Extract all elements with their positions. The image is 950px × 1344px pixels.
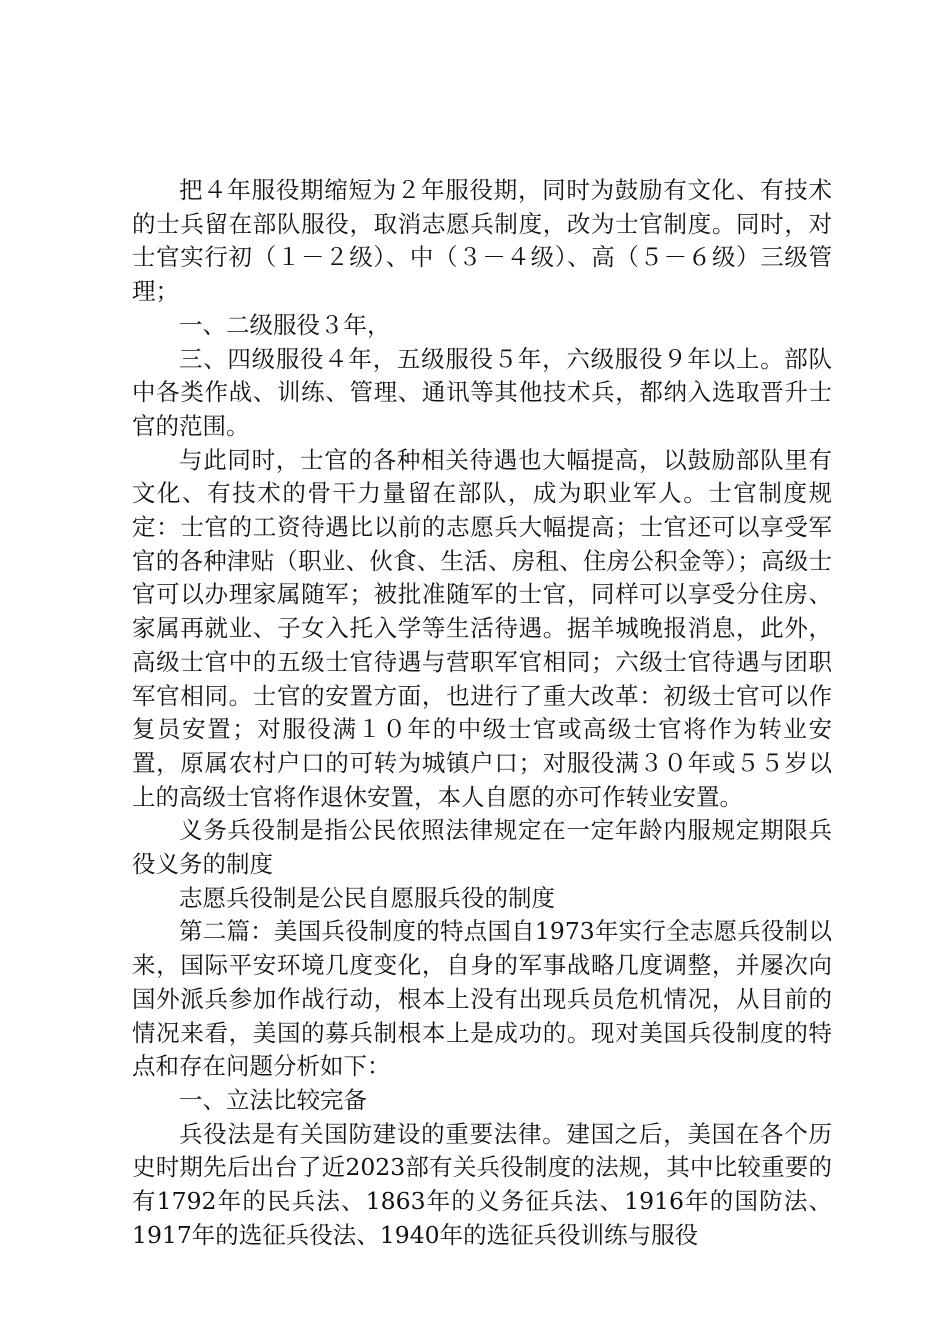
paragraph-service-term-reform: 把４年服役期缩短为２年服役期，同时为鼓励有文化、有技术的士兵留在部队服役，取消志愿兵制度，改为士官制度。同时，对士官实行初（１－２级）、中（３－４级）、高（５－６级）三级管理； [132,176,832,306]
document-body [132,174,832,1253]
paragraph-grade-one-two: 一、二级服役３年， [179,310,391,339]
paragraph-grade-three-to-six: 三、四级服役４年，五级服役５年，六级服役９年以上。部队中各类作战、训练、管理、通讯等其他技术兵，都纳入选取晋升士官的范围。 [132,344,832,440]
paragraph-voluntary-service-definition: 志愿兵役制是公民自愿服兵役的制度 [179,883,555,912]
paragraph-us-legislation: 兵役法是有关国防建设的重要法律。建国之后，美国在各个历史时期先后出台了近2023部有关兵役制度的法规，其中比较重要的有1792年的民兵法、1863年的义务征兵法、1916年的国防法、1917年的选征兵役法、1940年的选征兵役训练与服役 [132,1119,832,1249]
paragraph-nco-benefits: 与此同时，士官的各种相关待遇也大幅提高，以鼓励部队里有文化、有技术的骨干力量留在部队，成为职业军人。士官制度规定：士官的工资待遇比以前的志愿兵大幅提高；士官还可以享受军官的各种津贴（职业、伙食、生活、房租、住房公积金等）；高级士官可以办理家属随军；被批准随军的士官，同样可以享受分住房、家属再就业、子女入托入学等生活待遇。据羊城晚报消息，此外，高级士官中的五级士官待遇与营职军官相同；六级士官待遇与团职军官相同。士官的安置方面，也进行了重大改革：初级士官可以作复员安置；对服役满１０年的中级士官或高级士官将作为转业安置，原属农村户口的可转为城镇户口；对服役满３０年或５５岁以上的高级士官将作退休安置，本人自愿的亦可作转业安置。 [132,445,832,811]
paragraph-compulsory-service-definition: 义务兵役制是指公民依照法律规定在一定年龄内服规定期限兵役义务的制度 [132,816,832,879]
section-heading-legislation: 一、立法比较完备 [179,1085,367,1114]
paragraph-us-system-intro: 第二篇：美国兵役制度的特点国自1973年实行全志愿兵役制以来，国际平安环境几度变化，自身的军事战略几度调整，并屡次向国外派兵参加作战行动，根本上没有出现兵员危机情况，从目前的情况来看，美国的募兵制根本上是成功的。现对美国兵役制度的特点和存在问题分析如下： [132,917,832,1081]
